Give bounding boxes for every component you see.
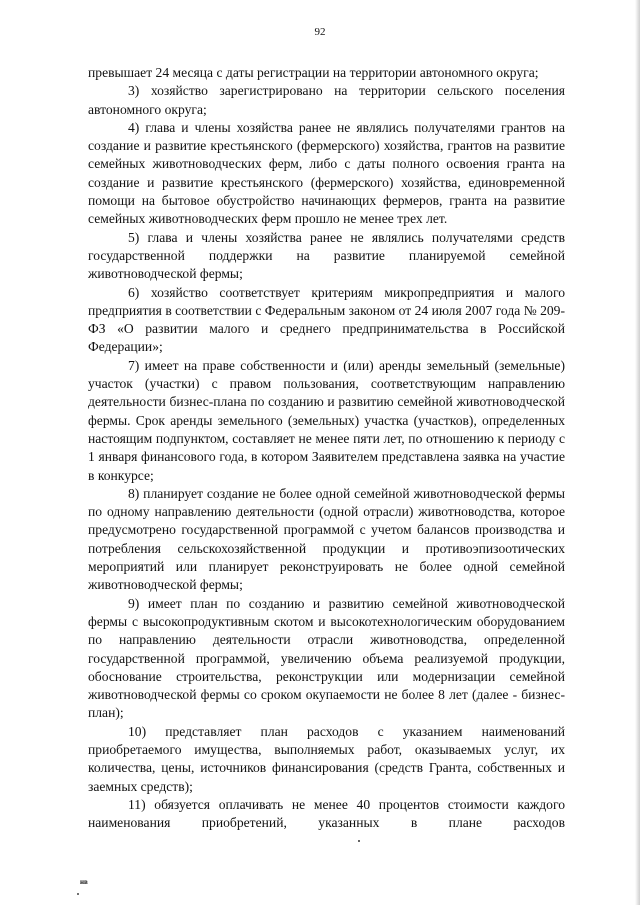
scan-speck bbox=[358, 840, 360, 842]
page-edge-shadow bbox=[635, 0, 640, 905]
document-body bbox=[88, 64, 565, 832]
paragraph-item-6: 6) хозяйство соответствует критериям микропредприятия и малого предприятия в соответствии с Федеральным законом от 24 июля 2007 года № 209-ФЗ «О развитии малого и среднего предпринимательства в Российской Федерации»; bbox=[88, 284, 565, 355]
scan-speck bbox=[77, 893, 79, 895]
paragraph-item-5: 5) глава и члены хозяйства ранее не являлись получателями средств государственной поддержки на развитие планируемой семейной животноводческой фермы; bbox=[88, 229, 565, 282]
paragraph-continuation: превышает 24 месяца с даты регистрации на территории автономного округа; bbox=[88, 65, 539, 80]
paragraph-item-7: 7) имеет на праве собственности и (или) аренды земельный (земельные) участок (участки) с правом пользования, соответствующим направлению деятельности бизнес-плана по созданию и развитию семейной животноводческой фермы. Срок аренды земельного (земельных) участка (участков), определенных настоящим подпунктом, составляет не менее пяти лет, по отношению к периоду с 1 января финансового года, в котором Заявителем представлена заявка на участие в конкурсе; bbox=[88, 357, 565, 483]
paragraph-item-4: 4) глава и члены хозяйства ранее не являлись получателями грантов на создание и развитие крестьянского (фермерского) хозяйства, грантов на развитие семейных животноводческих ферм, либо с даты полного освоения гранта на создание и развитие крестьянского (фермерского) хозяйства, единовременной помощи на бытовое обустройство начинающих фермеров, гранта на развитие семейных животноводческих ферм прошло не менее трех лет. bbox=[88, 119, 565, 227]
paragraph-item-11: 11) обязуется оплачивать не менее 40 процентов стоимости каждого наименования приобретений, указанных в плане расходов bbox=[88, 796, 565, 831]
paragraph-item-10: 10) представляет план расходов с указанием наименований приобретаемого имущества, выполняемых работ, оказываемых услуг, их количества, цены, источников финансирования (средств Гранта, собственных и заемных средств); bbox=[88, 723, 565, 794]
paragraph-item-8: 8) планирует создание не более одной семейной животноводческой фермы по одному направлению деятельности (одной отрасли) животноводства, которое предусмотрено государственной программой с учетом балансов производства и потребления сельскохозяйственной продукции и противоэпизоотических мероприятий или планирует реконструировать не более одной семейной животноводческой фермы; bbox=[88, 485, 565, 593]
paragraph-item-3: 3) хозяйство зарегистрировано на территории сельского поселения автономного округа; bbox=[88, 83, 565, 117]
paragraph-item-9: 9) имеет план по созданию и развитию семейной животноводческой фермы с высокопродуктивным скотом и высокотехнологическим оборудованием по направлению деятельности отрасли животноводства, определенной государственной программой, увеличению объема реализуемой продукции, обоснование строительства, реконструкции или модернизации семейной животноводческой фермы со сроком окупаемости не более 8 лет (далее - бизнес-план); bbox=[88, 595, 565, 721]
page-number: 92 bbox=[314, 26, 326, 38]
footer-initials: нв bbox=[80, 878, 88, 886]
